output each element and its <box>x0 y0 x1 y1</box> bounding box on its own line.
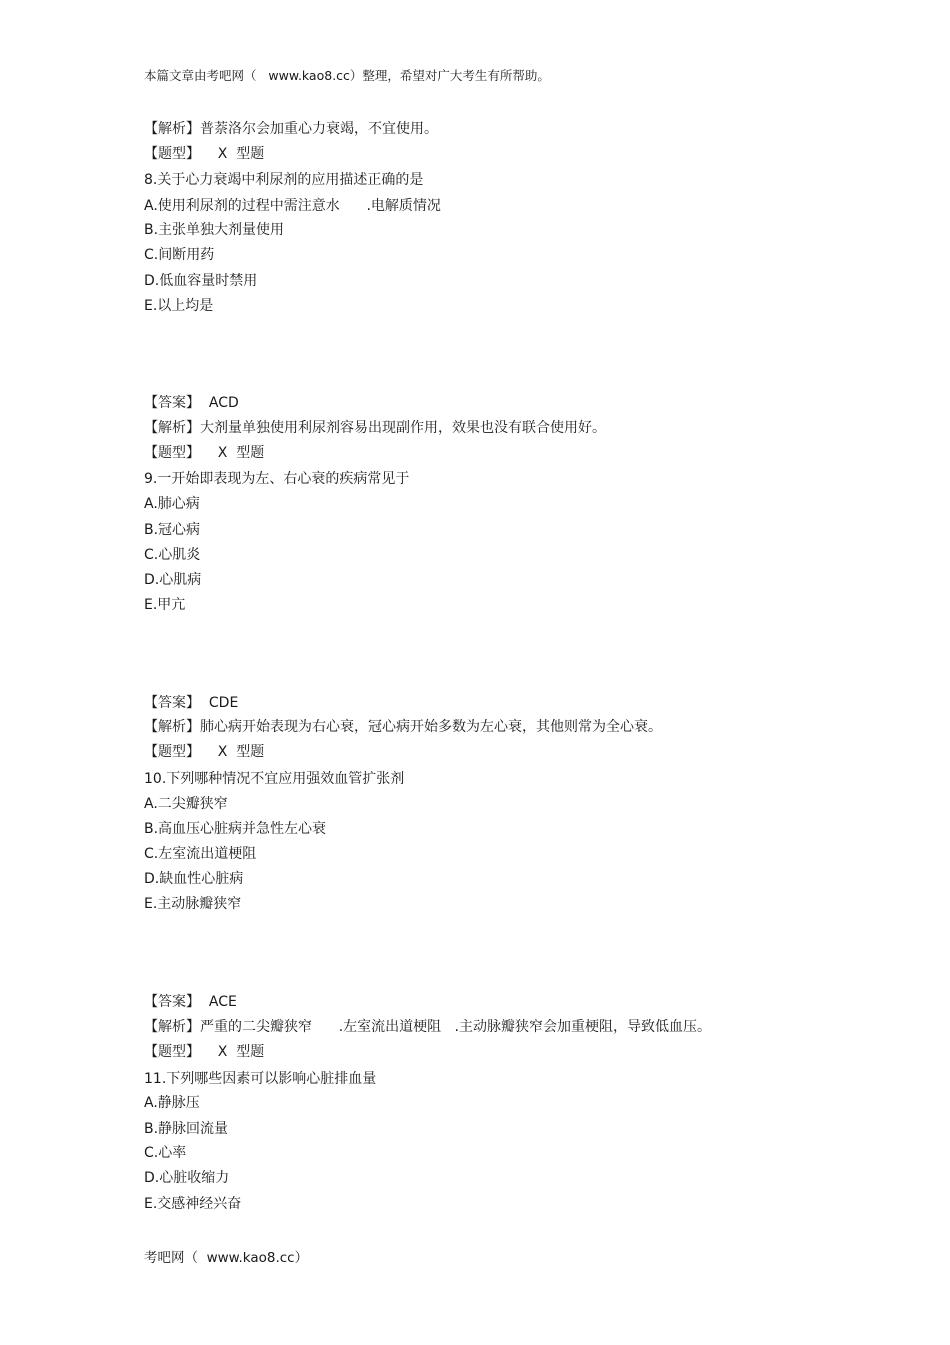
option-item: B.主张单独大剂量使用 <box>144 222 285 238</box>
option-item: E.主动脉瓣狭窄 <box>144 896 242 912</box>
question-type: 【题型】 X 型题 <box>144 1044 265 1060</box>
analysis-text: 【解析】严重的二尖瓣狭窄 .左室流出道梗阻 .主动脉瓣狭窄会加重梗阻，导致低血压。 <box>144 1019 711 1035</box>
option-item: C.心率 <box>144 1145 187 1161</box>
question-type: 【题型】 X 型题 <box>144 146 265 162</box>
option-item: A.使用利尿剂的过程中需注意水 .电解质情况 <box>144 198 441 214</box>
question-type: 【题型】 X 型题 <box>144 744 265 760</box>
option-item: C.间断用药 <box>144 247 215 263</box>
option-item: A.肺心病 <box>144 496 200 512</box>
answer-text: 【答案】 ACE <box>144 994 237 1010</box>
question-stem: 10.下列哪种情况不宜应用强效血管扩张剂 <box>144 771 405 787</box>
analysis-text: 【解析】普萘洛尔会加重心力衰竭，不宜使用。 <box>144 121 438 137</box>
option-item: D.心脏收缩力 <box>144 1170 230 1186</box>
option-item: D.低血容量时禁用 <box>144 273 258 289</box>
option-item: C.左室流出道梗阻 <box>144 846 257 862</box>
answer-text: 【答案】 ACD <box>144 395 239 411</box>
question-stem: 11.下列哪些因素可以影响心脏排血量 <box>144 1071 377 1087</box>
page-footer: 考吧网（ www.kao8.cc） <box>144 1250 309 1266</box>
option-item: C.心肌炎 <box>144 547 201 563</box>
option-item: A.二尖瓣狭窄 <box>144 796 228 812</box>
question-type: 【题型】 X 型题 <box>144 445 265 461</box>
option-item: B.高血压心脏病并急性左心衰 <box>144 821 327 837</box>
option-item: D.缺血性心脏病 <box>144 871 244 887</box>
option-item: D.心肌病 <box>144 572 202 588</box>
question-stem: 8.关于心力衰竭中利尿剂的应用描述正确的是 <box>144 172 424 188</box>
option-item: B.冠心病 <box>144 522 201 538</box>
page-header: 本篇文章由考吧网（ www.kao8.cc）整理，希望对广大考生有所帮助。 <box>144 68 550 83</box>
option-item: E.甲亢 <box>144 597 186 613</box>
option-item: A.静脉压 <box>144 1095 200 1111</box>
option-item: E.以上均是 <box>144 298 214 314</box>
option-item: E.交感神经兴奋 <box>144 1196 242 1212</box>
answer-text: 【答案】 CDE <box>144 695 239 711</box>
analysis-text: 【解析】肺心病开始表现为右心衰，冠心病开始多数为左心衰，其他则常为全心衰。 <box>144 719 662 735</box>
option-item: B.静脉回流量 <box>144 1121 229 1137</box>
question-stem: 9.一开始即表现为左、右心衰的疾病常见于 <box>144 471 410 487</box>
analysis-text: 【解析】大剂量单独使用利尿剂容易出现副作用，效果也没有联合使用好。 <box>144 420 606 436</box>
